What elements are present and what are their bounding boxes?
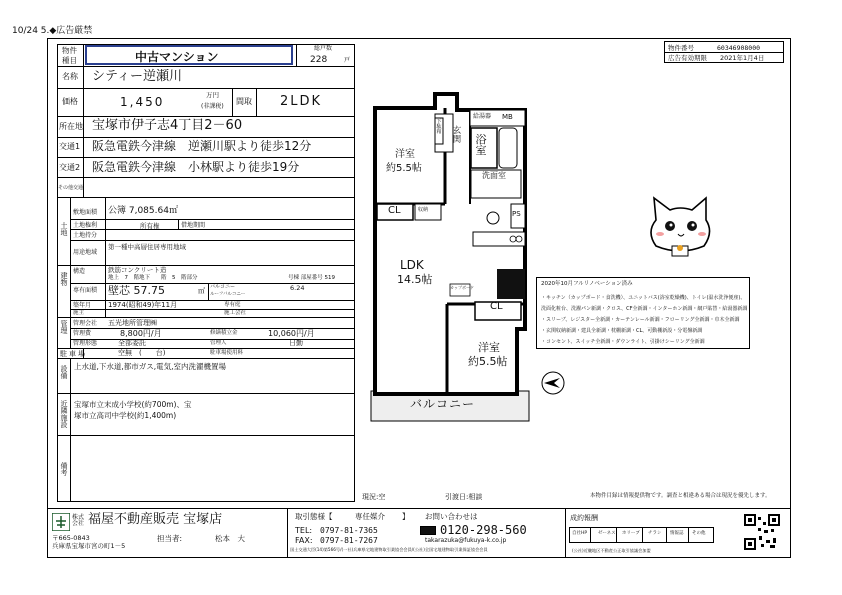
structure-label: 構造	[73, 268, 86, 275]
freedial-number: 0120-298-560	[440, 523, 527, 537]
ldk-size: 14.5帖	[397, 273, 433, 286]
floor-plan	[365, 84, 535, 434]
contractor-label: 施工会社	[224, 310, 247, 316]
renovation-title: 2020年10月フルリノベーション済み	[541, 281, 633, 287]
remarks-label: 備考	[60, 462, 68, 476]
land-rights-label: 土地権利	[73, 222, 98, 229]
land-rights-value: 所有権	[140, 222, 160, 230]
delivery-label: 引渡日:相談	[445, 493, 483, 501]
channel-cell: 自社HP	[572, 531, 588, 536]
company-zip: 〒665-0843	[52, 534, 90, 542]
nearby-label: 近隣施設	[60, 400, 68, 428]
ps-label: PS	[512, 210, 521, 218]
renovation-item: ・キッチン（カップボード・食洗機）、ユニットバス(浴室乾燥機)、トイレ(温水洗浄便座)、	[541, 295, 746, 301]
mgmt-fee-value: 8,800円/月	[120, 329, 162, 338]
channel-cell: チラシ	[648, 531, 662, 536]
land-lease-label: 借地期間	[181, 222, 206, 229]
cl1-label: CL	[388, 205, 401, 216]
company-email: takarazuka@fukuya-k.co.jp	[425, 537, 507, 544]
transport1-label: 交通1	[59, 142, 81, 151]
room2-label: 洋室	[478, 341, 500, 354]
renovation-box	[536, 277, 750, 349]
property-id-value: 60346908000	[717, 44, 761, 52]
room1-size: 約5.5帖	[386, 163, 422, 174]
mgmt-company-value: 五光地所管理㈱	[108, 319, 157, 327]
zoning-value: 第一種中高層住居専用地域	[108, 243, 186, 251]
cat-mascot-icon	[640, 190, 720, 264]
transport1-value: 阪急電鉄今津線 逆瀬川駅より徒歩12分	[92, 139, 312, 153]
reserve-value: 10,060円/月	[268, 329, 315, 338]
private-garden-label: 専有庭	[224, 302, 241, 308]
entrance-label: 玄関	[452, 126, 462, 145]
channel-cell: ゼーネス	[598, 531, 616, 536]
nearby-line2: 塚市立高司中学校(約1,400m)	[74, 411, 177, 420]
mb-label: MB	[502, 113, 513, 121]
nearby-line1: 宝塚市立末成小学校(約700m)、宝	[74, 400, 192, 409]
price-tax: (非課税)	[201, 103, 224, 110]
exclusive-area-unit: ㎡	[198, 287, 205, 295]
units-unit: 戸	[344, 57, 351, 64]
inquiry-label: お問い合わせは	[425, 512, 478, 521]
address-value: 宝塚市伊子志4丁目2－60	[92, 118, 243, 133]
expiry-label: 広告有効期限	[668, 54, 707, 62]
channel-table	[569, 527, 714, 543]
facilities-value: 上水道,下水道,都市ガス,電気,室内洗濯機置場	[74, 362, 227, 371]
layout-value: 2LDK	[280, 94, 323, 109]
renovation-item: 洗面化粧台、洗濯パン新調・クロス、CF全新調・インターホン新調・網戸貼替・給湯器新調	[541, 306, 748, 312]
renovation-item: ・コンセント、スイッチ全新調・ダウンライト、引掛けシーリング全新調	[541, 339, 705, 345]
washroom-label: 洗面室	[482, 171, 506, 180]
status-label: 現況:空	[362, 493, 386, 501]
balcony-label: バルコニー	[410, 397, 476, 411]
storage-label: 収納	[418, 207, 429, 213]
name-label: 名称	[62, 72, 78, 81]
price-label: 価格	[62, 97, 78, 106]
price-unit: 万円	[206, 91, 219, 99]
type-label-2: 種目	[62, 56, 77, 65]
balcony-area-value: 6.24	[290, 284, 305, 292]
floors-text: 地上 7 階地下 階 5 階部分	[108, 275, 198, 281]
mgmt-form-label: 管理形態	[73, 340, 98, 347]
mgmt-form-value: 全部委託	[118, 339, 146, 347]
company-form: 株式会社	[72, 514, 85, 527]
room2-size: 約5.5帖	[468, 355, 508, 368]
builder-label: 施主	[73, 310, 85, 316]
parking-value: 空無 ( 台)	[118, 349, 166, 357]
fax-value: 0797-81-7267	[320, 536, 378, 545]
other-transport-label: その他交通	[58, 185, 84, 191]
tel-label: TEL:	[295, 526, 313, 535]
company-address: 兵庫県宝塚市宮の町1－5	[52, 542, 126, 550]
terms-label: 取引態様【	[295, 512, 333, 521]
name-value: シティー逆瀬川	[92, 69, 182, 84]
manager-label: 管理人	[210, 340, 227, 346]
manager-value: 日勤	[289, 339, 303, 347]
built-value: 1974(昭和49)年11月	[108, 301, 178, 309]
person-value: 松本 大	[215, 534, 245, 543]
bath-label: 浴室	[475, 133, 487, 157]
building-section-label: 建物	[60, 272, 68, 286]
zoning-label: 用途地域	[73, 249, 98, 256]
mgmt-company-label: 管理会社	[73, 320, 98, 327]
cl2-label: CL	[490, 301, 503, 312]
parking-label: 駐車場	[60, 350, 87, 358]
type-value-box	[85, 45, 293, 65]
tel-value: 0797-81-7365	[320, 526, 378, 535]
association-note: (公社)近畿地区不動産公正取引協議会加盟	[572, 548, 651, 553]
top-note: 10/24 5.◆広告厳禁	[12, 26, 93, 36]
disclaimer: 本物件目録は情報提供物です。調査と相違ある場合は現況を優先します。	[590, 493, 771, 499]
type-value: 中古マンション	[135, 50, 219, 64]
layout-label: 間取	[236, 97, 252, 106]
property-id-label: 物件番号	[668, 44, 694, 52]
reward-label: 成約報酬	[570, 514, 598, 522]
channel-cell: その他	[692, 531, 706, 536]
mgmt-fee-label: 管理費	[73, 330, 92, 337]
room-no-text: 号棟 部屋番号 519	[288, 275, 335, 281]
balcony-area-label: バルコニー	[210, 284, 236, 290]
renovation-item: ・玄関収納新調・建具全新調・枕棚新調・CL、可動棚新設・分電盤新調	[541, 328, 703, 334]
compass-icon	[540, 370, 566, 396]
water-heater-label: 給湯器	[473, 113, 492, 120]
property-id-box	[664, 41, 784, 63]
company-name: 福屋不動産販売 宝塚店	[88, 512, 223, 527]
renovation-item: ・スリーブ、レジスター全新調・カーテンレール新調・フローリング全新調・巾木全新調	[541, 317, 740, 323]
terms-close: 】	[402, 512, 410, 521]
units-value: 228	[310, 55, 328, 65]
shoe-cabinet-label: 下駄箱	[436, 119, 442, 135]
land-share-label: 土地持分	[73, 232, 98, 239]
land-area-value: 公簿 7,085.64㎡	[108, 206, 178, 216]
terms-value: 専任媒介	[355, 512, 385, 521]
management-section-label: 管理	[60, 320, 68, 334]
room1-label: 洋室	[395, 149, 415, 160]
exclusive-area-label: 専有面積	[73, 287, 98, 294]
transport2-label: 交通2	[59, 163, 81, 172]
parking-fee-label: 駐車場使用料	[210, 350, 244, 356]
transport2-value: 阪急電鉄今津線 小林駅より徒歩19分	[92, 160, 300, 174]
expiry-value: 2021年1月4日	[720, 54, 765, 62]
land-area-label: 敷地面積	[73, 209, 98, 216]
address-label: 所在地	[59, 122, 83, 131]
counter-label: カップボード	[450, 285, 474, 290]
land-section-label: 土地	[60, 222, 68, 236]
exclusive-area-value: 壁芯 57.75	[108, 284, 165, 297]
facilities-label: 設備	[60, 365, 68, 379]
channel-cell: ホリーブ	[622, 531, 640, 536]
qr-code-icon[interactable]	[744, 514, 780, 550]
spec-table	[57, 44, 355, 502]
person-label: 担当者:	[157, 534, 183, 543]
company-logo-icon	[52, 513, 70, 531]
roof-balcony-label: ルーフバルコニー	[210, 292, 246, 297]
structure-value: 鉄筋コンクリート造	[108, 266, 167, 274]
ldk-label: LDK	[400, 258, 424, 272]
built-label: 築年月	[73, 302, 92, 309]
type-label-1: 物件	[62, 46, 77, 55]
units-label: 総戸数	[314, 45, 333, 52]
freedial-icon	[420, 526, 436, 535]
channel-cell: 情報誌	[670, 531, 684, 536]
price-value: 1,450	[120, 95, 165, 109]
reserve-label: 修繕積立金	[210, 330, 238, 336]
association-text: 国土交通大臣(14)第566号/(一社)兵庫県宅地建物取引業協会会員/(公社)全国宅地建物取引業保証協会会員	[290, 547, 488, 552]
fax-label: FAX:	[295, 536, 313, 545]
